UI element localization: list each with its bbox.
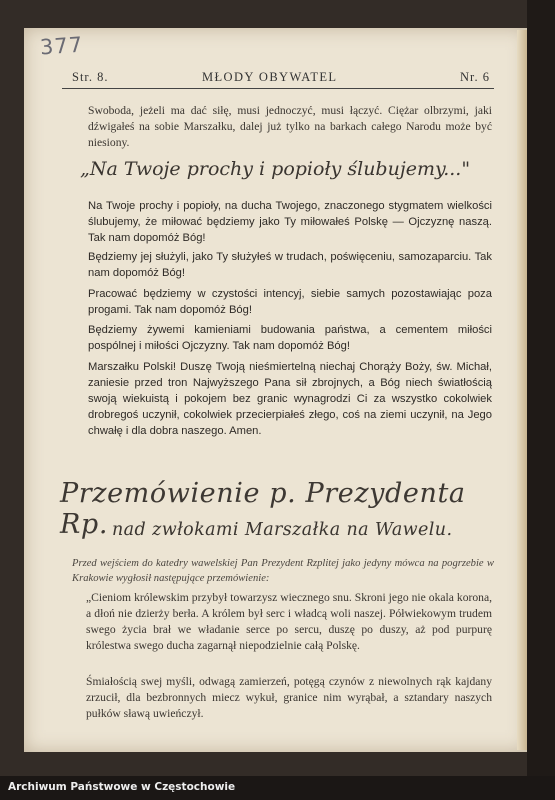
oath-paragraph-2: Będziemy jej służyli, jako Ty służyłeś w trudach, poświęceniu, samozaparciu. Tak nam dopomóż Bóg! [88, 251, 492, 279]
oath-paragraph-1: Na Twoje prochy i popioły, na ducha Twojego, znaczonego stygmatem wielkości ślubujemy, że miłować będziemy jako Ty miłowałeś Polskę — Ojczyznę naszą. Tak nam dopomóż Bóg! [88, 200, 492, 244]
paragraph-intro: Swoboda, jeżeli ma dać siłę, musi jednoczyć, musi łączyć. Ciężar olbrzymi, jaki dźwigałeś na sobie Marszałku, dalej już tylko na barkach całego Narodu może być niesiony. [88, 104, 492, 149]
archive-footer [0, 776, 555, 800]
speech-intro: Przed wejściem do katedry wawelskiej Pan Prezydent Rzplitej jako jedyny mówca na pogrzebie w Krakowie wygłosił następujące przemówienie: [72, 558, 494, 584]
journal-title: MŁODY OBYWATEL [202, 70, 338, 84]
speech-title: Przemówienie p. Prezydenta Rp. [60, 478, 466, 540]
oath-paragraph-3: Pracować będziemy w czystości intencyj, siebie samych pozostawiając poza progami. Tak nam dopomóż Bóg! [88, 288, 492, 316]
archive-label: Archiwum Państwowe w Częstochowie [8, 781, 236, 793]
speech-paragraph-2: Śmiałością swej myśli, odwagą zamierzeń, potęgą czynów z niewolnych rąk kajdany zrzucił, dla bezbronnych miecz wykuł, granice nim wyrąbał, a sztandary naszych pułków sławą uwieńczył. [86, 675, 492, 720]
oath-paragraph-5: Marszałku Polski! Duszę Twoją nieśmiertelną niechaj Chorąży Boży, św. Michał, zaniesie przed tron Najwyższego Pana sił zbrojnych, a Bóg niech światłością swoją wiekuistą i pokojem bez granic wynagrodzi Ci za wszystko cokolwiek drobregoś uczynił, cokolwiek przecierpiałeś złego, coś na ziemi uczynił, na Jego chwałę i dla dobra naszego. Amen. [88, 361, 492, 437]
running-header [72, 70, 490, 90]
speech-paragraph-1: „Cieniom królewskim przybył towarzysz wiecznego snu. Skroni jego nie okala korona, a dłoń nie dzierży berła. A królem był serc i władcą woli naszej. Półwiekowym trudem swego życia brał we władanie serce po sercu, duszę po duszy, aż pod purpurę królestwa swego ducha zagarnął niepodzielnie całą Polskę. [86, 591, 492, 652]
oath-heading: „Na Twoje prochy i popioły ślubujemy..." [80, 158, 471, 180]
page-edge [517, 30, 527, 750]
oath-paragraph-4: Będziemy żywemi kamieniami budowania państwa, a cementem miłości pospólnej i miłości Ojczyzny. Tak nam dopomóż Bóg! [88, 324, 492, 352]
pencil-page-number: 377 [39, 32, 84, 60]
issue-number: Nr. 6 [460, 70, 490, 84]
page-number: Str. 8. [72, 70, 109, 84]
scanner-edge [527, 0, 555, 800]
speech-subtitle: nad zwłokami Marszałka na Wawelu. [112, 520, 453, 540]
header-rule [62, 88, 494, 89]
